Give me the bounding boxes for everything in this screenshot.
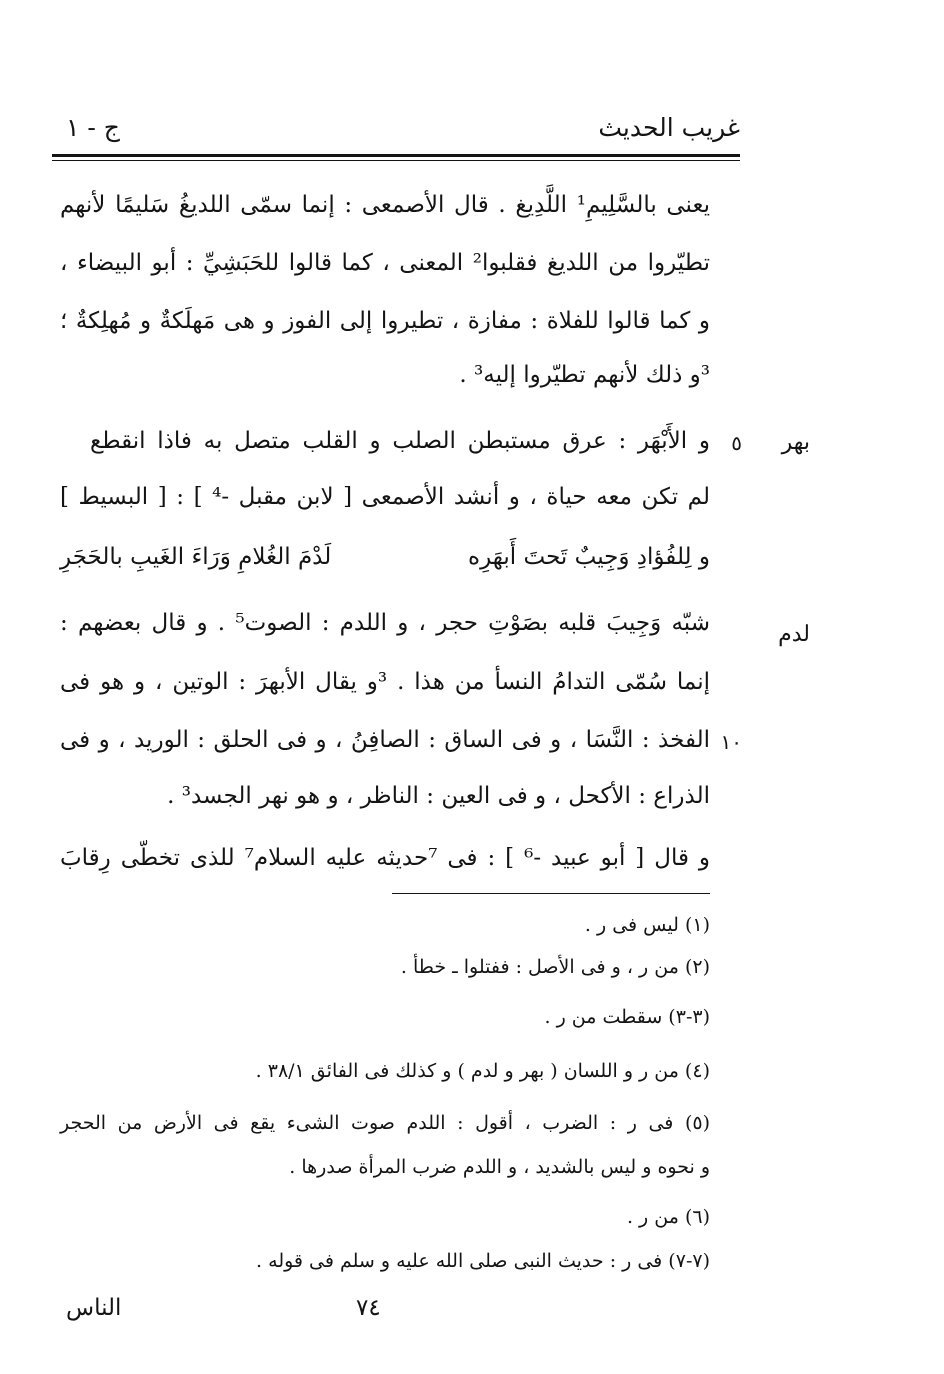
body-line: و الأَبْهَر : عرق مستبطن الصلب و القلب متصل به فاذا انقطع	[90, 428, 710, 454]
verse	[60, 537, 710, 577]
footnote: (٤) من ر و اللسان ( بهر و لدم ) و كذلك فى الفائق ٣٨/١ .	[255, 1060, 710, 1082]
body-line: ³و ذلك لأنهم تطيّروا إليه³ .	[459, 362, 710, 388]
body-line: شبّه وَجِيبَ قلبه بصَوْتِ حجر ، و اللدم : الصوت⁵ . و قال بعضهم :	[60, 610, 710, 636]
footnote: (٥) فى ر : الضرب ، أقول : اللدم صوت الشىء يقع فى الأرض من الحجر	[60, 1112, 710, 1134]
header-rule-thin	[52, 160, 740, 161]
footnote: (٣-٣) سقطت من ر .	[544, 1006, 710, 1028]
body-line: لم تكن معه حياة ، و أنشد الأصمعى [ لابن مقبل -⁴ ] : [ البسيط ]	[60, 484, 710, 510]
footnote: (١) ليس فى ر .	[584, 914, 710, 936]
page-number: ٧٤	[356, 1295, 381, 1321]
volume-label: ج - ١	[66, 113, 120, 142]
footnote-continuation: و نحوه و ليس بالشديد ، و اللدم ضرب المرأة صدرها .	[289, 1156, 710, 1178]
catchword: الناس	[66, 1295, 122, 1321]
body-line: و قال [ أبو عبيد -⁶ ] : فى ⁷حديثه عليه السلام⁷ للذى تخطّى رِقابَ	[60, 845, 710, 871]
body-line: إنما سُمّى التدامُ النسأ من هذا . ³و يقال الأبهرَ : الوتين ، و هو فى	[60, 669, 710, 695]
header-rule	[52, 154, 740, 157]
footnote-rule	[392, 893, 710, 894]
footnote: (٦) من ر .	[626, 1206, 710, 1228]
margin-keyword-bahr: بهر	[781, 430, 810, 455]
running-title: غريب الحديث	[598, 113, 740, 142]
body-line: الذراع : الأكحل ، و فى العين : الناظر ، و هو نهر الجسد³ .	[167, 783, 710, 809]
verse-second-hemistich: لَدْمَ الغُلامِ وَرَاءَ الغَيبِ بالحَجَرِ	[60, 544, 332, 570]
body-line: و كما قالوا للفلاة : مفازة ، تطيروا إلى الفوز و هى مَهلَكةٌ و مُهلِكةٌ ؛	[60, 308, 710, 334]
footnote: (٢) من ر ، و فى الأصل : ففتلوا ـ خطأ .	[400, 956, 710, 978]
line-number: ١٠	[720, 730, 742, 754]
verse-first-hemistich: و لِلفُؤادِ وَجِيبٌ تَحتَ أَبهَرِه	[468, 544, 710, 570]
line-number: ٥	[731, 431, 742, 455]
margin-keyword-ladm: لدم	[778, 622, 810, 647]
body-line: تطيّروا من اللديغ فقلبوا² المعنى ، كما قالوا للحَبَشِيِّ : أبو البيضاء ،	[60, 250, 711, 276]
body-line: الفخذ : النَّسَا ، و فى الساق : الصافِنُ ، و فى الحلق : الوريد ، و فى	[60, 727, 710, 753]
footnote: (٧-٧) فى ر : حديث النبى صلى الله عليه و سلم فى قوله .	[256, 1250, 710, 1272]
body-line: يعنى بالسَّلِيمِ¹ اللَّدِيغ . قال الأصمعى : إنما سمّى اللديغُ سَليمًا لأنهم	[60, 192, 710, 218]
